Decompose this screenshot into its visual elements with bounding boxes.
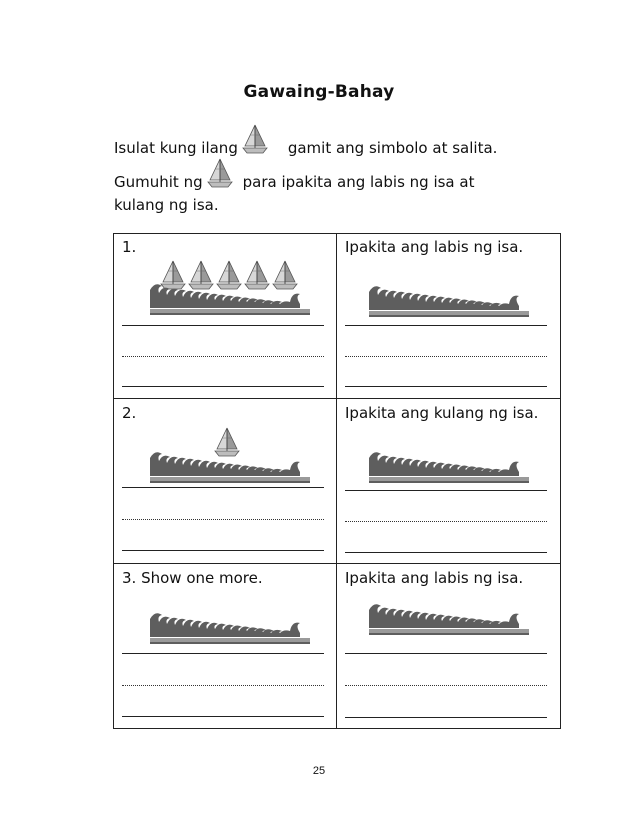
instruction-line-1 xyxy=(114,138,497,158)
writing-line xyxy=(122,653,324,654)
exercise-label: Ipakita ang labis ng isa. xyxy=(345,238,524,256)
waves-icon xyxy=(150,611,310,648)
dotted-guide-line xyxy=(345,521,547,522)
writing-line xyxy=(345,717,547,718)
writing-line xyxy=(122,325,324,326)
instruction-text: Gumuhit ng xyxy=(114,173,203,191)
row-divider xyxy=(114,398,560,399)
column-divider xyxy=(336,234,337,728)
page-number: 25 xyxy=(312,765,326,777)
writing-line xyxy=(345,552,547,553)
instruction-line-2 xyxy=(114,172,474,192)
writing-line xyxy=(345,325,547,326)
instruction-text: Isulat kung ilang xyxy=(114,139,238,157)
waves-icon xyxy=(150,282,310,319)
dotted-guide-line xyxy=(345,356,547,357)
dotted-guide-line xyxy=(345,685,547,686)
row-divider xyxy=(114,563,560,564)
writing-line xyxy=(345,653,547,654)
dotted-guide-line xyxy=(122,519,324,520)
page-title: Gawaing-Bahay xyxy=(243,82,395,102)
writing-line xyxy=(122,550,324,551)
waves-icon xyxy=(150,450,310,487)
sailboat-icon xyxy=(238,138,288,158)
instruction-text: para ipakita ang labis ng isa at xyxy=(242,173,475,191)
waves-icon xyxy=(369,284,529,321)
instruction-line-3: kulang ng isa. xyxy=(114,196,219,214)
sailboat-icon xyxy=(203,172,243,192)
writing-line xyxy=(122,386,324,387)
exercise-label: 1. xyxy=(122,238,137,256)
instruction-text: gamit ang simbolo at salita. xyxy=(287,139,498,157)
writing-line xyxy=(122,487,324,488)
exercise-label: Ipakita ang kulang ng isa. xyxy=(345,404,539,422)
exercise-label: 3. Show one more. xyxy=(122,569,263,587)
worksheet-table xyxy=(113,233,561,729)
exercise-label: 2. xyxy=(122,404,137,422)
dotted-guide-line xyxy=(122,356,324,357)
exercise-label: Ipakita ang labis ng isa. xyxy=(345,569,524,587)
waves-icon xyxy=(369,602,529,639)
writing-line xyxy=(345,386,547,387)
writing-line xyxy=(122,716,324,717)
waves-icon xyxy=(369,450,529,487)
dotted-guide-line xyxy=(122,685,324,686)
writing-line xyxy=(345,490,547,491)
